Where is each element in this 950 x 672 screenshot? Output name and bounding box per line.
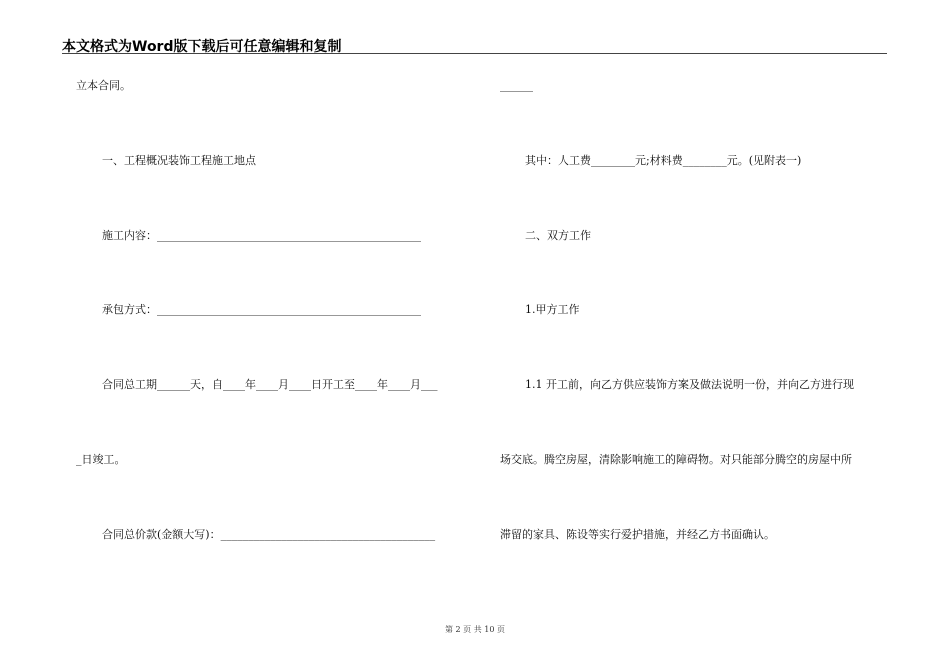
- header-divider: [62, 53, 887, 54]
- left-line-2: 一、工程概况装饰工程施工地点: [102, 154, 256, 167]
- left-line-5: 合同总工期______天，自____年____月____日开工至____年____月___: [102, 378, 438, 391]
- right-line-3: 二、双方工作: [525, 229, 591, 242]
- right-line-5: 1.1 开工前，向乙方供应装饰方案及做法说明一份，并向乙方进行现: [525, 378, 854, 391]
- page-number: 第 2 页 共 10 页: [445, 625, 505, 634]
- header-title: 本文格式为Word版下载后可任意编辑和复制: [62, 39, 342, 55]
- right-line-2: 其中：人工费________元;材料费________元。(见附表一): [525, 154, 802, 167]
- left-line-3: 施工内容：________________________________________________: [102, 229, 421, 242]
- right-line-6: 场交底。腾空房屋，清除影响施工的障碍物。对只能部分腾空的房屋中所: [500, 453, 852, 466]
- left-line-6: _日竣工。: [76, 453, 126, 466]
- right-line-1: ______: [500, 79, 533, 92]
- right-line-7: 滞留的家具、陈设等实行爱护措施，并经乙方书面确认。: [500, 528, 775, 541]
- left-line-7: 合同总价款(金额大写)：_______________________________________: [102, 528, 436, 541]
- left-line-1: 立本合同。: [76, 79, 131, 92]
- right-line-4: 1.甲方工作: [525, 303, 580, 316]
- left-line-4: 承包方式：________________________________________________: [102, 303, 421, 316]
